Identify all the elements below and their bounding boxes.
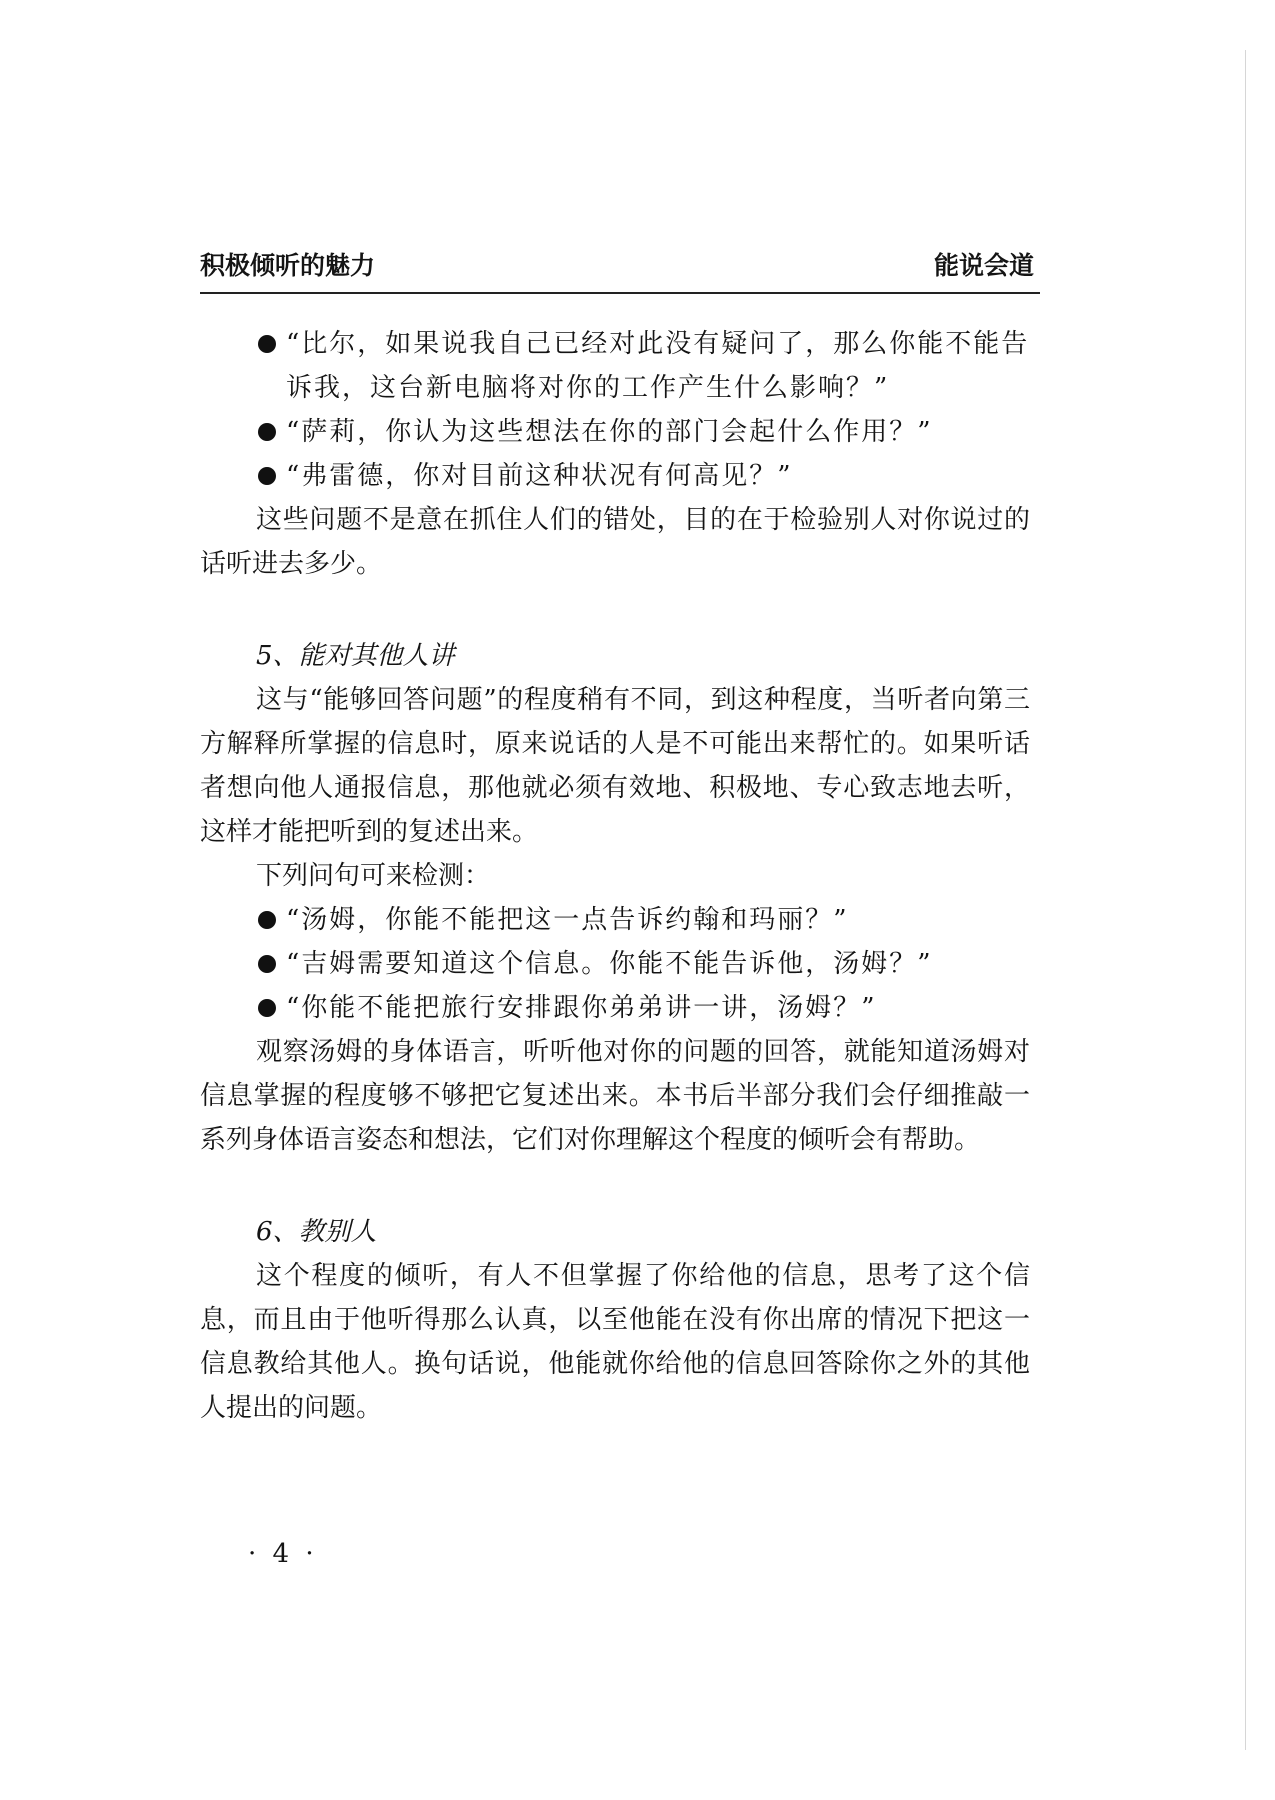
paragraph: 这个程度的倾听，有人不但掌握了你给他的信息，思考了这个信息，而且由于他听得那么认真，以至他能在没有你出席的情况下把这一信息教给其他人。换句话说，他能就你给他的信息回答除你之外的其他人提出的问题。 — [200, 1261, 1030, 1423]
header-chapter-title: 积极倾听的魅力 — [200, 251, 376, 280]
bullet-item — [200, 322, 1030, 410]
bullet-dot-icon — [258, 335, 276, 353]
page-body — [200, 322, 1030, 1430]
bullet-text: “你能不能把旅行安排跟你弟弟讲一讲，汤姆？” — [286, 993, 877, 1023]
bullet-item — [200, 986, 1030, 1030]
bullet-dot-icon — [258, 911, 276, 929]
bullet-dot-icon — [258, 467, 276, 485]
page-number: · 4 · — [248, 1539, 318, 1569]
header-book-title: 能说会道 — [933, 251, 1034, 280]
section-heading: 6、教别人 — [256, 1217, 377, 1247]
paragraph: 下列问句可来检测： — [256, 861, 491, 891]
bullet-item — [200, 454, 1030, 498]
bullet-text: “弗雷德，你对目前这种状况有何高见？” — [286, 461, 793, 491]
bullet-item — [200, 942, 1030, 986]
page-edge-line — [1245, 50, 1246, 1750]
section-heading: 5、能对其他人讲 — [256, 641, 455, 671]
paragraph: 这些问题不是意在抓住人们的错处，目的在于检验别人对你说过的话听进去多少。 — [200, 505, 1030, 579]
bullet-item — [200, 898, 1030, 942]
bullet-text: “汤姆，你能不能把这一点告诉约翰和玛丽？” — [286, 905, 849, 935]
paragraph: 这与“能够回答问题”的程度稍有不同，到这种程度，当听者向第三方解释所掌握的信息时，原来说话的人是不可能出来帮忙的。如果听话者想向他人通报信息，那他就必须有效地、积极地、专心致志地去听，这样才能把听到的复述出来。 — [200, 685, 1030, 847]
bullet-dot-icon — [258, 999, 276, 1017]
bullet-dot-icon — [258, 955, 276, 973]
bullet-text: “比尔，如果说我自己已经对此没有疑问了，那么你能不能告诉我，这台新电脑将对你的工作产生什么影响？” — [286, 329, 1030, 403]
bullet-text: “吉姆需要知道这个信息。你能不能告诉他，汤姆？” — [286, 949, 933, 979]
running-header — [200, 248, 1040, 294]
bullet-text: “萨莉，你认为这些想法在你的部门会起什么作用？” — [286, 417, 933, 447]
bullet-dot-icon — [258, 423, 276, 441]
bullet-item — [200, 410, 1030, 454]
paragraph: 观察汤姆的身体语言，听听他对你的问题的回答，就能知道汤姆对信息掌握的程度够不够把它复述出来。本书后半部分我们会仔细推敲一系列身体语言姿态和想法，它们对你理解这个程度的倾听会有帮助。 — [200, 1037, 1030, 1155]
